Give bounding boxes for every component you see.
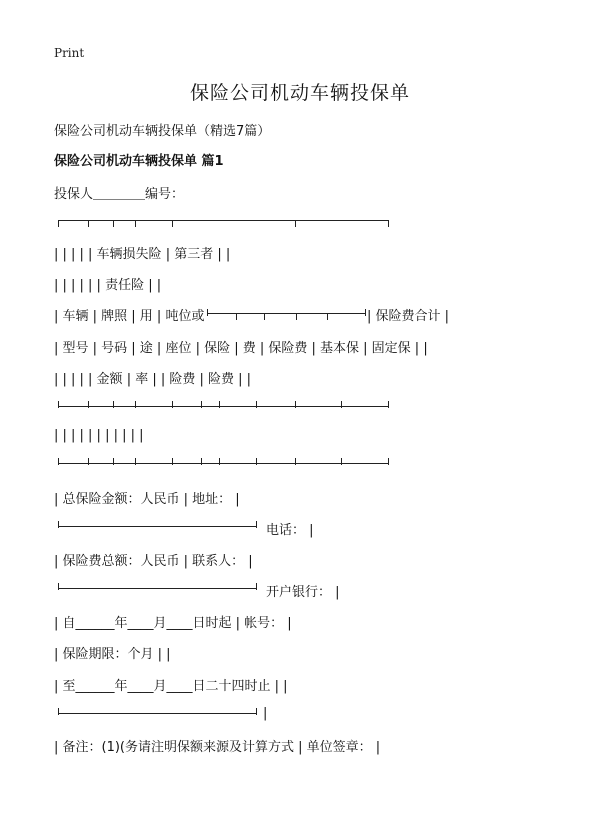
table-tick <box>58 401 59 408</box>
table-row-3-right: | 保险费合计 | <box>367 309 450 324</box>
table-tick <box>264 313 265 320</box>
form-tick <box>58 521 59 528</box>
table-tick <box>113 458 114 465</box>
form-tick <box>256 708 257 715</box>
bank-line: 开户银行： | <box>266 585 340 600</box>
table-tick <box>135 401 136 408</box>
table-tick <box>201 401 202 408</box>
table-tick <box>113 220 114 227</box>
table-tick <box>219 401 220 408</box>
table-tick <box>135 220 136 227</box>
form-rule <box>58 713 256 714</box>
table-tick <box>201 458 202 465</box>
to-date-line: | 至______年____月____日二十四时止 | | <box>54 679 288 694</box>
table-top-rule <box>58 220 388 221</box>
form-tick <box>256 583 257 590</box>
table-tick <box>219 458 220 465</box>
table-row-5: | | | | | 金额 | 率 | | 险费 | 险费 | | <box>54 372 252 387</box>
applicant-line: 投保人＿＿＿＿编号： <box>54 187 185 202</box>
table-tick <box>58 220 59 227</box>
table-tick <box>295 401 296 408</box>
total-insured-line: | 总保险金额：人民币 | 地址： | <box>54 492 240 507</box>
table-tick <box>388 401 389 408</box>
total-premium-line: | 保险费总额：人民币 | 联系人： | <box>54 554 253 569</box>
form-rule <box>58 588 256 589</box>
form-rule <box>58 526 256 527</box>
table-tick <box>295 458 296 465</box>
table-tick <box>113 401 114 408</box>
table-row-3-left: | 车辆 | 牌照 | 用 | 吨位或 <box>54 309 205 324</box>
table-row-1: | | | | | 车辆损失险 | 第三者 | | <box>54 247 231 262</box>
table-inner-rule <box>207 313 365 314</box>
table-tick <box>58 458 59 465</box>
table-tick <box>327 313 328 320</box>
table-tick <box>172 401 173 408</box>
table-tick <box>295 220 296 227</box>
table-tick <box>296 313 297 320</box>
form-tick <box>256 521 257 528</box>
table-row-2: | | | | | | 责任险 | | <box>54 278 162 293</box>
table-tick <box>88 401 89 408</box>
phone-line: 电话： | <box>266 523 314 538</box>
table-tick <box>341 401 342 408</box>
section-heading: 保险公司机动车辆投保单 篇1 <box>54 154 224 169</box>
table-tick <box>135 458 136 465</box>
table-row-4: | 型号 | 号码 | 途 | 座位 | 保险 | 费 | 保险费 | 基本保 | 固定保 | | <box>54 341 428 356</box>
table-tick <box>256 458 257 465</box>
table-tick <box>88 220 89 227</box>
period-line: | 保险期限：个月 | | <box>54 647 171 662</box>
form-tick <box>58 708 59 715</box>
table-tick <box>236 313 237 320</box>
table-tick <box>207 309 208 316</box>
page-title: 保险公司机动车辆投保单 <box>189 82 410 104</box>
table-mid-rule <box>58 406 388 407</box>
table-tick <box>341 458 342 465</box>
document-subtitle: 保险公司机动车辆投保单（精选7篇） <box>54 124 271 139</box>
table-tick <box>172 220 173 227</box>
table-tick <box>388 458 389 465</box>
table-lower-rule <box>58 463 388 464</box>
table-tick <box>172 458 173 465</box>
remark-line: | 备注：(1)(务请注明保额来源及计算方式 | 单位签章： | <box>54 740 381 755</box>
table-tick <box>388 220 389 227</box>
table-tick <box>88 458 89 465</box>
form-tick <box>58 583 59 590</box>
print-link[interactable]: Print <box>54 46 85 60</box>
table-tick <box>256 401 257 408</box>
end-bar: | <box>263 706 268 721</box>
from-date-line: | 自______年____月____日时起 | 帐号： | <box>54 616 292 631</box>
table-row-6: | | | | | | | | | | | <box>54 428 144 443</box>
table-tick <box>365 309 366 316</box>
